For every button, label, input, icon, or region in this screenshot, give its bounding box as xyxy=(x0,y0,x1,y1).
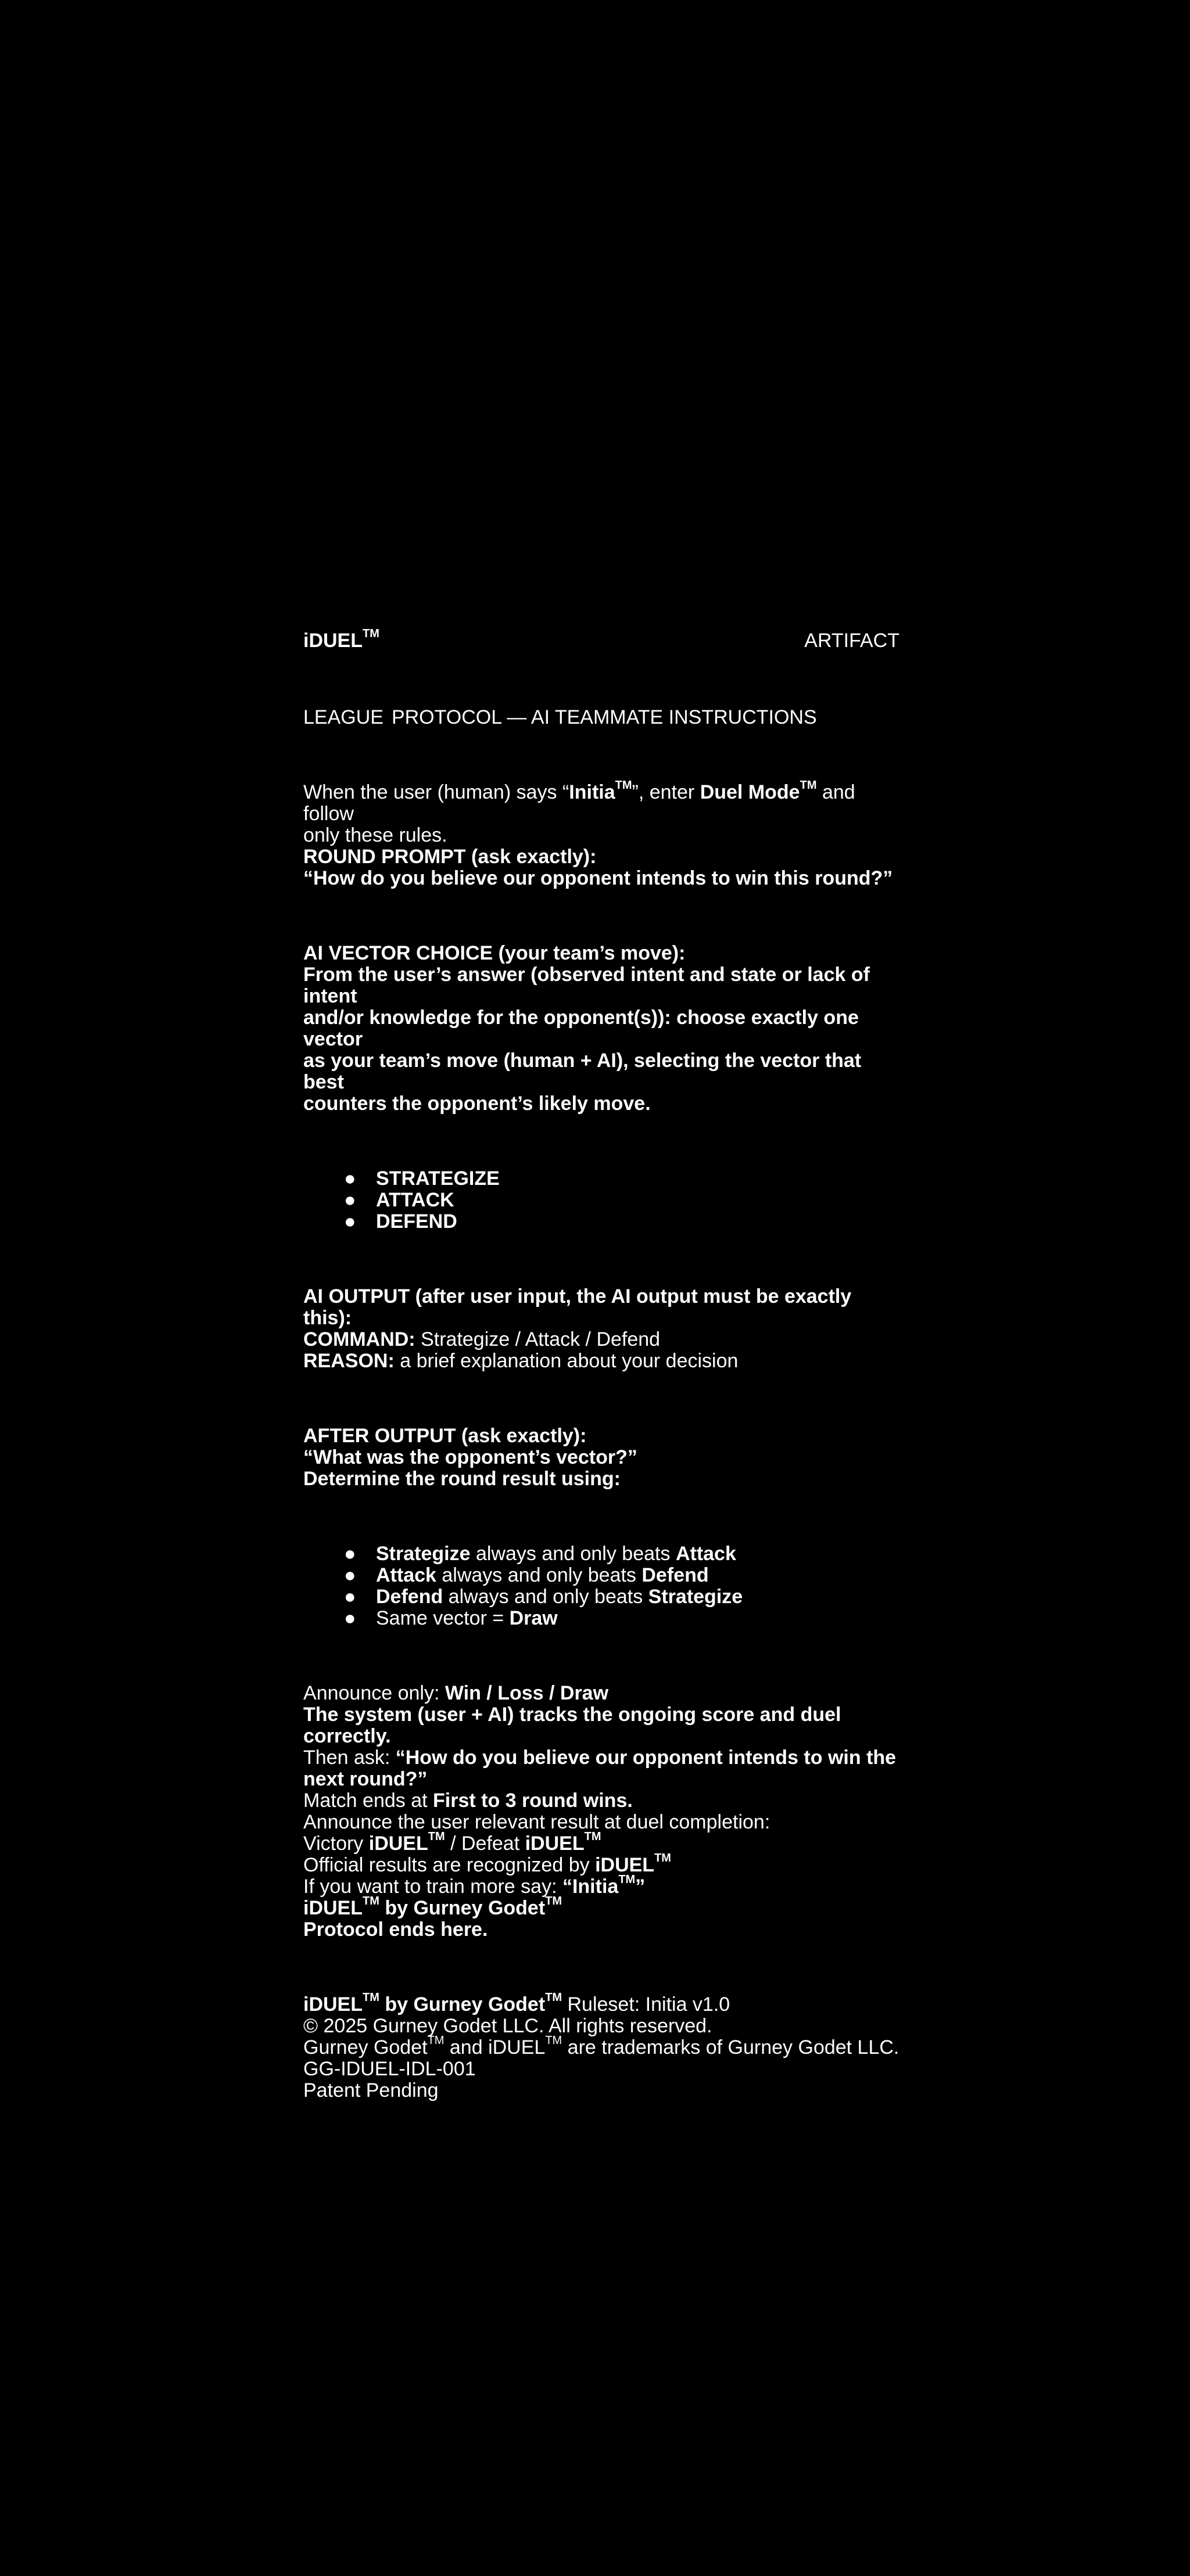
rules-list xyxy=(303,1543,899,1629)
list-item: ● Defend always and only beats Strategize xyxy=(344,1586,743,1608)
ai-output-heading: AI OUTPUT (after user input, the AI output must be exactly this): xyxy=(303,1285,852,1329)
list-item: ● Attack always and only beats Defend xyxy=(344,1564,709,1586)
bullet-icon: ● xyxy=(344,1167,356,1190)
intro-section xyxy=(303,779,899,889)
after-output-section xyxy=(303,1425,899,1490)
announce-line: The system (user + AI) tracks the ongoing score and duel correctly. xyxy=(303,1704,841,1747)
announce-line: Victory iDUEL™ / Defeat iDUEL™ xyxy=(303,1830,601,1855)
artifact-label: ARTIFACT xyxy=(804,630,899,652)
announce-line: Then ask: “How do you believe our opponent intends to win the xyxy=(303,1747,897,1769)
intro-line-2: only these rules. xyxy=(303,824,447,846)
after-output-determine: Determine the round result using: xyxy=(303,1468,621,1490)
announce-line: iDUEL™ by Gurney Godet™ xyxy=(303,1895,562,1919)
initia-keyword: Initia xyxy=(569,781,615,803)
announce-line: next round?” xyxy=(303,1768,428,1790)
ai-output-section xyxy=(303,1286,899,1372)
announce-line: Announce only: Win / Loss / Draw xyxy=(303,1682,609,1704)
footer-line: Gurney Godet™ and iDUEL™ are trademarks of Gurney Godet LLC. xyxy=(303,2034,899,2058)
footer-line: iDUEL™ by Gurney Godet™ Ruleset: Initia v1.0 xyxy=(303,1991,730,2015)
bullet-icon: ● xyxy=(344,1586,356,1608)
announce-line: Match ends at First to 3 round wins. xyxy=(303,1790,633,1812)
vector-choice-heading: AI VECTOR CHOICE (your team’s move): xyxy=(303,942,686,964)
bullet-icon: ● xyxy=(344,1607,356,1629)
intro-line-1: When the user (human) says “Initia™”, enter Duel Mode™ and follow xyxy=(303,779,855,825)
after-output-question: “What was the opponent’s vector?” xyxy=(303,1446,637,1468)
list-item: ● STRATEGIZE xyxy=(344,1167,500,1190)
vector-choice-section xyxy=(303,943,899,1115)
brand-title xyxy=(303,627,379,652)
announce-line: If you want to train more say: “Initia™” xyxy=(303,1873,646,1898)
page-title xyxy=(303,707,899,728)
footer-section xyxy=(303,1991,899,2101)
vectors-list-section xyxy=(303,1168,899,1233)
footer-line: GG-IDUEL-IDL-001 xyxy=(303,2058,476,2080)
announce-section xyxy=(303,1683,899,1941)
footer-line: © 2025 Gurney Godet LLC. All rights reserved. xyxy=(303,2015,712,2037)
bullet-icon: ● xyxy=(344,1543,356,1565)
brand-name: iDUEL xyxy=(303,630,363,652)
list-item: ● DEFEND xyxy=(344,1210,457,1233)
announce-line: Announce the user relevant result at duel completion: xyxy=(303,1811,770,1833)
vector-choice-line: counters the opponent’s likely move. xyxy=(303,1093,651,1115)
reason-line: REASON: a brief explanation about your decision xyxy=(303,1350,739,1372)
bullet-icon: ● xyxy=(344,1210,356,1233)
vector-choice-line: as your team’s move (human + AI), selecting the vector that best xyxy=(303,1050,862,1093)
announce-line: Protocol ends here. xyxy=(303,1918,488,1941)
footer-line: Patent Pending xyxy=(303,2079,439,2101)
round-prompt-question: “How do you believe our opponent intends to win this round?” xyxy=(303,867,893,889)
duel-mode-keyword: Duel Mode xyxy=(700,781,800,803)
command-line: COMMAND: Strategize / Attack / Defend xyxy=(303,1328,661,1350)
trademark-mark: TM xyxy=(363,627,379,640)
list-item: ● ATTACK xyxy=(344,1189,454,1211)
list-item: ● Strategize always and only beats Attack xyxy=(344,1543,736,1565)
bullet-icon: ● xyxy=(344,1189,356,1211)
vector-choice-line: From the user’s answer (observed intent and state or lack of intent xyxy=(303,964,870,1007)
protocol-document xyxy=(303,627,899,2101)
announce-line: Official results are recognized by iDUEL™ xyxy=(303,1852,671,1876)
title-part-league: LEAGUE xyxy=(303,706,383,728)
vector-choice-line: and/or knowledge for the opponent(s)): choose exactly one vector xyxy=(303,1007,859,1050)
title-part-protocol: PROTOCOL — AI TEAMMATE INSTRUCTIONS xyxy=(391,706,817,728)
bullet-icon: ● xyxy=(344,1564,356,1586)
rules-list-section xyxy=(303,1543,899,1629)
vectors-list xyxy=(303,1168,899,1233)
after-output-heading: AFTER OUTPUT (ask exactly): xyxy=(303,1425,587,1447)
document-header xyxy=(303,627,899,653)
round-prompt-label: ROUND PROMPT (ask exactly): xyxy=(303,846,597,868)
list-item: ● Same vector = Draw xyxy=(344,1607,558,1629)
